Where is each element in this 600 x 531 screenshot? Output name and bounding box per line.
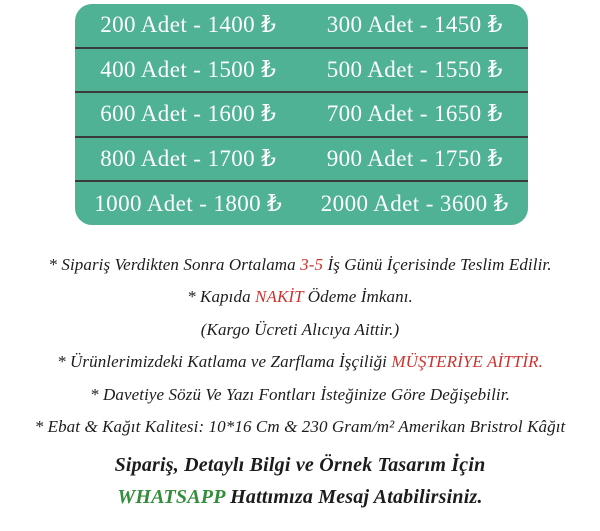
price-cell: 300 Adet - 1450 ₺ <box>326 12 503 38</box>
note-text: (Kargo Ücreti Alıcıya Aittir.) <box>200 319 400 339</box>
price-table <box>75 4 528 225</box>
footer-text: Hattımıza Mesaj Atabilirsiniz. <box>224 486 483 508</box>
note-accent-delivery-days: 3-5 <box>300 255 324 274</box>
price-row <box>75 180 528 225</box>
footer-accent-whatsapp: WHATSAPP <box>117 486 225 508</box>
note-text: Ödeme İmkanı. <box>303 287 413 307</box>
contact-footer <box>0 449 600 513</box>
price-cell: 800 Adet - 1700 ₺ <box>100 146 277 172</box>
price-cell: 500 Adet - 1550 ₺ <box>326 56 503 82</box>
note-text: * Ebat & Kağıt Kalitesi: 10*16 Cm & 230 Gram/m² Amerikan Bristrol Kâğıt <box>34 417 566 437</box>
price-cell: 900 Adet - 1750 ₺ <box>326 146 503 172</box>
note-text: * Davetiye Sözü Ve Yazı Fontları İsteğinize Göre Değişebilir. <box>90 384 510 404</box>
notes-section <box>0 249 600 443</box>
note-text: İş Günü İçerisinde Teslim Edilir. <box>323 255 552 274</box>
note-line-fonts <box>0 379 600 411</box>
price-cell: 2000 Adet - 3600 ₺ <box>320 190 509 216</box>
footer-line-intro <box>0 449 600 481</box>
note-line-shipping <box>0 314 600 346</box>
price-cell: 1000 Adet - 1800 ₺ <box>94 190 283 216</box>
price-row <box>75 91 528 136</box>
note-line-delivery <box>0 249 600 281</box>
footer-text: Sipariş, Detaylı Bilgi ve Örnek Tasarım İçin <box>114 454 486 476</box>
footer-line-whatsapp <box>0 481 600 513</box>
note-accent-cash: NAKİT <box>255 287 304 307</box>
price-cell: 600 Adet - 1600 ₺ <box>100 101 277 127</box>
price-cell: 400 Adet - 1500 ₺ <box>100 56 277 82</box>
note-text: * Sipariş Verdikten Sonra Ortalama <box>48 255 301 274</box>
price-row <box>75 136 528 181</box>
note-accent-customer-responsibility: MÜŞTERİYE AİTTİR. <box>391 352 543 372</box>
note-text: * Kapıda <box>187 287 256 307</box>
note-line-payment <box>0 281 600 313</box>
price-cell: 700 Adet - 1650 ₺ <box>326 101 503 127</box>
note-line-labor <box>0 346 600 378</box>
note-line-paper-quality <box>0 411 600 443</box>
price-row <box>75 47 528 92</box>
price-row <box>75 4 528 47</box>
price-cell: 200 Adet - 1400 ₺ <box>100 12 277 38</box>
note-text: * Ürünlerimizdeki Katlama ve Zarflama İşçiliği <box>57 352 392 372</box>
